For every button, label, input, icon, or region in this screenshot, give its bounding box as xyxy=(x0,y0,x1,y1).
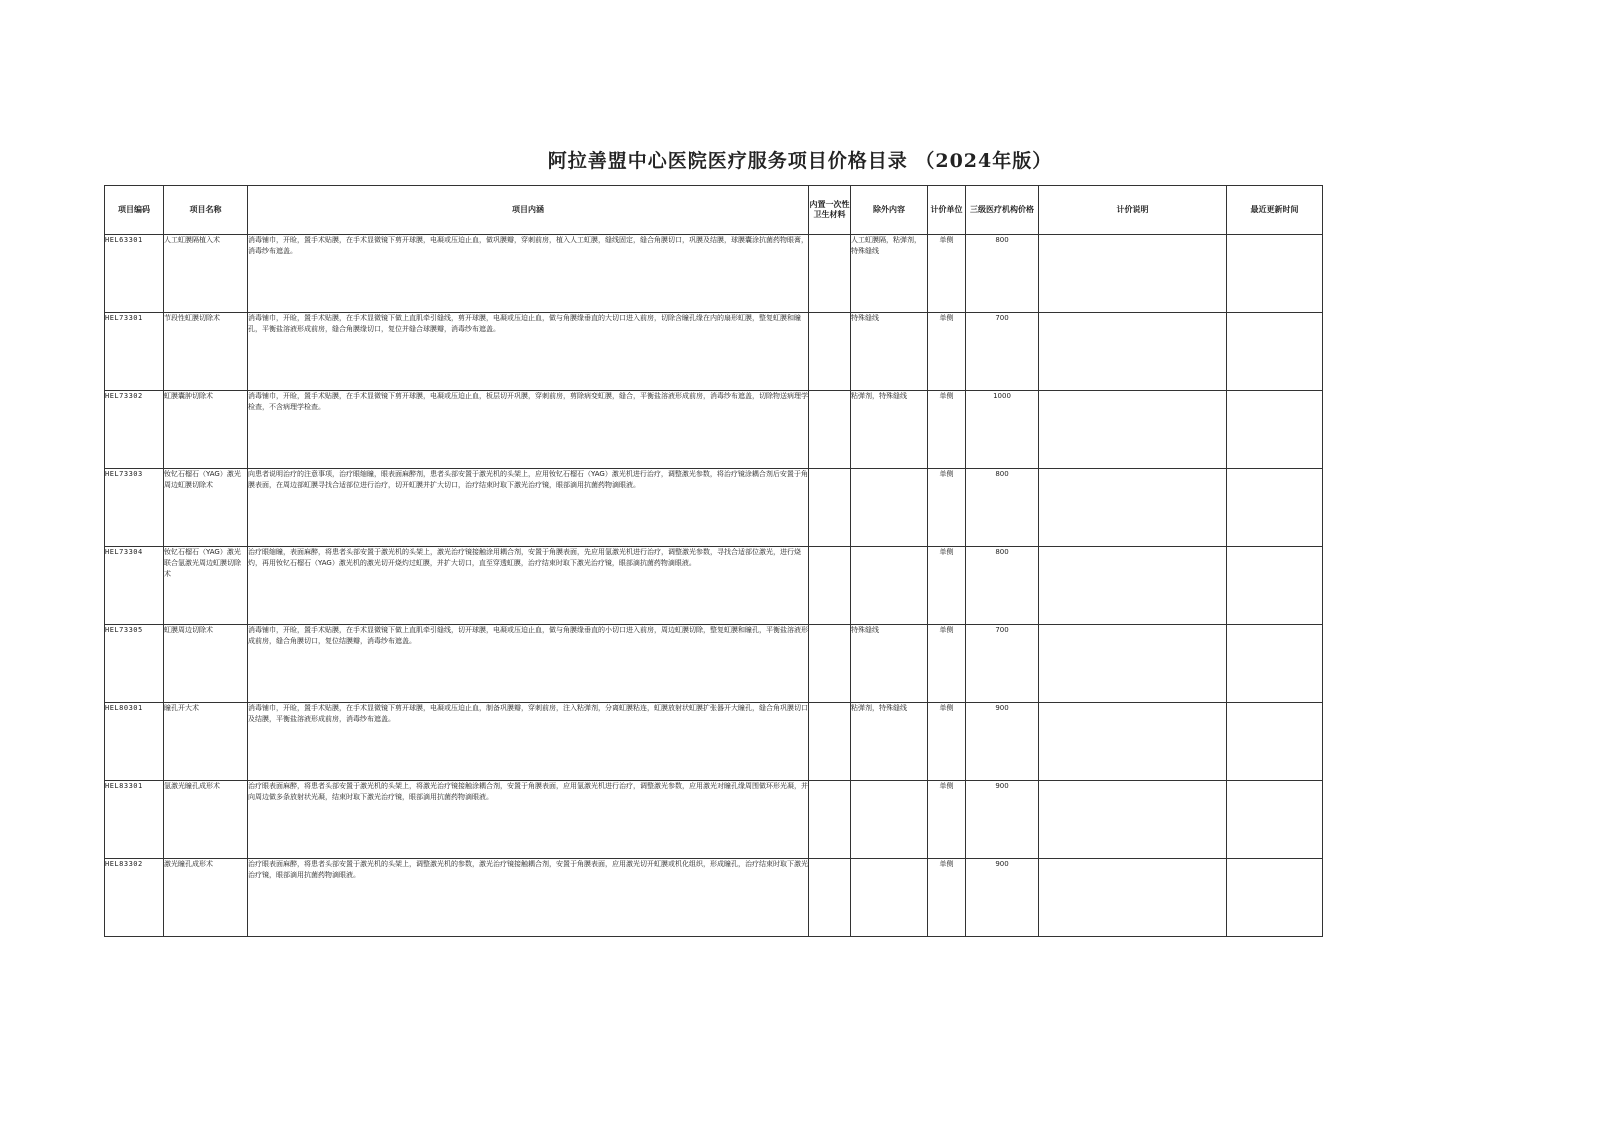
header-unit: 计价单位 xyxy=(928,186,966,235)
row-price: 800 xyxy=(966,469,1039,547)
row-updated xyxy=(1227,235,1323,313)
row-price: 900 xyxy=(966,781,1039,859)
row-name: 钕钇石榴石（YAG）激光联合氩激光周边虹膜切除术 xyxy=(164,547,248,625)
header-exclude: 除外内容 xyxy=(851,186,928,235)
row-price: 800 xyxy=(966,235,1039,313)
header-code: 项目编码 xyxy=(105,186,164,235)
row-note xyxy=(1039,469,1227,547)
header-material: 内置一次性卫生材料 xyxy=(809,186,851,235)
table-row xyxy=(105,469,1323,547)
row-updated xyxy=(1227,469,1323,547)
row-name: 虹膜周边切除术 xyxy=(164,625,248,703)
row-note xyxy=(1039,313,1227,391)
row-material xyxy=(809,235,851,313)
row-content: 消毒铺巾，开睑，置手术贴膜，在手术显微镜下剪开球膜，电凝或压迫止血，做巩膜瓣，穿刺前房，植入人工虹膜，缝线固定，缝合角膜切口，巩膜及结膜，球膜囊涂抗菌药物眼膏，消毒纱布遮盖。 xyxy=(248,235,809,313)
table-row xyxy=(105,391,1323,469)
row-note xyxy=(1039,703,1227,781)
row-name: 氩激光瞳孔成形术 xyxy=(164,781,248,859)
row-unit: 单侧 xyxy=(928,235,966,313)
row-code: HEL73303 xyxy=(105,469,164,547)
row-note xyxy=(1039,625,1227,703)
row-updated xyxy=(1227,859,1323,937)
row-content: 消毒铺巾，开睑，置手术贴膜，在手术显微镜下剪开球膜，电凝或压迫止血，制备巩膜瓣，穿刺前房，注入粘弹剂，分离虹膜粘连，虹膜放射状虹膜扩张器开大瞳孔，缝合角巩膜切口及结膜，平衡盐溶液形成前房，消毒纱布遮盖。 xyxy=(248,703,809,781)
row-content: 消毒铺巾，开睑，置手术贴膜，在手术显微镜下剪开球膜，电凝或压迫止血，板层切开巩膜，穿刺前房，剪除病变虹膜，缝合，平衡盐溶液形成前房，消毒纱布遮盖，切除物送病理学检查，不含病理学检查。 xyxy=(248,391,809,469)
row-exclude xyxy=(851,859,928,937)
page-title: 阿拉善盟中心医院医疗服务项目价格目录 （2024年版） xyxy=(547,150,1053,172)
row-code: HEL73305 xyxy=(105,625,164,703)
table-row xyxy=(105,703,1323,781)
table-row xyxy=(105,781,1323,859)
row-updated xyxy=(1227,313,1323,391)
row-unit: 单侧 xyxy=(928,703,966,781)
table-row xyxy=(105,313,1323,391)
row-name: 节段性虹膜切除术 xyxy=(164,313,248,391)
row-code: HEL83301 xyxy=(105,781,164,859)
row-content: 治疗眼表面麻醉，将患者头部安置于激光机的头架上，调整激光机的参数，激光治疗镜接触耦合剂，安置于角膜表面，应用激光切开虹膜或机化组织，形成瞳孔，治疗结束时取下激光治疗镜，眼部滴用抗菌药物滴眼液。 xyxy=(248,859,809,937)
row-unit: 单侧 xyxy=(928,313,966,391)
header-name: 项目名称 xyxy=(164,186,248,235)
row-code: HEL73301 xyxy=(105,313,164,391)
row-content: 消毒铺巾，开睑，置手术贴膜，在手术显微镜下做上直肌牵引缝线，切开球膜，电凝或压迫止血，做与角膜缘垂直的小切口进入前房，周边虹膜切除，整复虹膜和瞳孔，平衡盐溶液形成前房，缝合角膜切口，复位结膜瓣，消毒纱布遮盖。 xyxy=(248,625,809,703)
row-unit: 单侧 xyxy=(928,391,966,469)
row-exclude: 人工虹膜隔，粘弹剂，特殊缝线 xyxy=(851,235,928,313)
header-price: 三级医疗机构价格 xyxy=(966,186,1039,235)
row-code: HEL73302 xyxy=(105,391,164,469)
row-material xyxy=(809,313,851,391)
row-material xyxy=(809,391,851,469)
row-name: 人工虹膜隔植入术 xyxy=(164,235,248,313)
header-updated: 最近更新时间 xyxy=(1227,186,1323,235)
row-note xyxy=(1039,547,1227,625)
row-updated xyxy=(1227,781,1323,859)
row-name: 瞳孔开大术 xyxy=(164,703,248,781)
row-content: 消毒铺巾，开睑，置手术贴膜，在手术显微镜下做上直肌牵引缝线，剪开球膜，电凝或压迫止血，做与角膜缘垂直的大切口进入前房，切除含瞳孔缘在内的扇形虹膜，整复虹膜和瞳孔，平衡盐溶液形成前房，缝合角膜缘切口，复位并缝合球膜瓣，消毒纱布遮盖。 xyxy=(248,313,809,391)
row-exclude: 粘弹剂，特殊缝线 xyxy=(851,703,928,781)
row-material xyxy=(809,859,851,937)
row-price: 800 xyxy=(966,547,1039,625)
price-table xyxy=(104,185,1323,937)
row-price: 900 xyxy=(966,703,1039,781)
row-note xyxy=(1039,859,1227,937)
table-row xyxy=(105,547,1323,625)
header-content: 项目内涵 xyxy=(248,186,809,235)
row-unit: 单侧 xyxy=(928,547,966,625)
row-exclude: 特殊缝线 xyxy=(851,313,928,391)
row-material xyxy=(809,469,851,547)
row-price: 900 xyxy=(966,859,1039,937)
row-updated xyxy=(1227,391,1323,469)
row-material xyxy=(809,703,851,781)
table-row xyxy=(105,625,1323,703)
row-unit: 单侧 xyxy=(928,625,966,703)
row-note xyxy=(1039,235,1227,313)
row-unit: 单侧 xyxy=(928,859,966,937)
row-note xyxy=(1039,781,1227,859)
row-name: 激光瞳孔成形术 xyxy=(164,859,248,937)
header-note: 计价说明 xyxy=(1039,186,1227,235)
row-price: 700 xyxy=(966,313,1039,391)
row-code: HEL73304 xyxy=(105,547,164,625)
row-code: HEL83302 xyxy=(105,859,164,937)
row-exclude: 特殊缝线 xyxy=(851,625,928,703)
table-header-row xyxy=(105,186,1323,235)
row-material xyxy=(809,625,851,703)
row-content: 治疗眼缩瞳，表面麻醉，将患者头部安置于激光机的头架上，激光治疗镜接触涂用耦合剂，安置于角膜表面，先应用氩激光机进行治疗，调整激光参数，寻找合适部位激光，进行烧灼，再用钕钇石榴石（YAG）激光机的激光切开烧灼过虹膜，并扩大切口，直至穿透虹膜，治疗结束时取下激光治疗镜，眼部滴抗菌药物滴眼液。 xyxy=(248,547,809,625)
table-row xyxy=(105,859,1323,937)
row-price: 1000 xyxy=(966,391,1039,469)
row-material xyxy=(809,781,851,859)
row-unit: 单侧 xyxy=(928,469,966,547)
row-exclude xyxy=(851,547,928,625)
row-content: 向患者说明治疗的注意事项，治疗眼缩瞳，眼表面麻醉剂，患者头部安置于激光机的头架上，应用钕钇石榴石（YAG）激光机进行治疗，调整激光参数，将治疗镜涂耦合剂后安置于角膜表面，在周边部虹膜寻找合适部位进行治疗，切开虹膜并扩大切口，治疗结束时取下激光治疗镜，眼部滴用抗菌药物滴眼液。 xyxy=(248,469,809,547)
table-row xyxy=(105,235,1323,313)
row-name: 钕钇石榴石（YAG）激光周边虹膜切除术 xyxy=(164,469,248,547)
row-exclude: 粘弹剂，特殊缝线 xyxy=(851,391,928,469)
row-price: 700 xyxy=(966,625,1039,703)
row-exclude xyxy=(851,469,928,547)
row-content: 治疗眼表面麻醉，将患者头部安置于激光机的头架上，将激光治疗镜接触涂耦合剂，安置于角膜表面，应用氩激光机进行治疗，调整激光参数，应用激光对瞳孔缘周围做环形光凝，并向周边做多条放射状光凝，结束时取下激光治疗镜，眼部滴用抗菌药物滴眼液。 xyxy=(248,781,809,859)
row-code: HEL80301 xyxy=(105,703,164,781)
row-material xyxy=(809,547,851,625)
row-unit: 单侧 xyxy=(928,781,966,859)
row-updated xyxy=(1227,703,1323,781)
row-code: HEL63301 xyxy=(105,235,164,313)
row-exclude xyxy=(851,781,928,859)
row-name: 虹膜囊肿切除术 xyxy=(164,391,248,469)
row-updated xyxy=(1227,625,1323,703)
row-note xyxy=(1039,391,1227,469)
row-updated xyxy=(1227,547,1323,625)
